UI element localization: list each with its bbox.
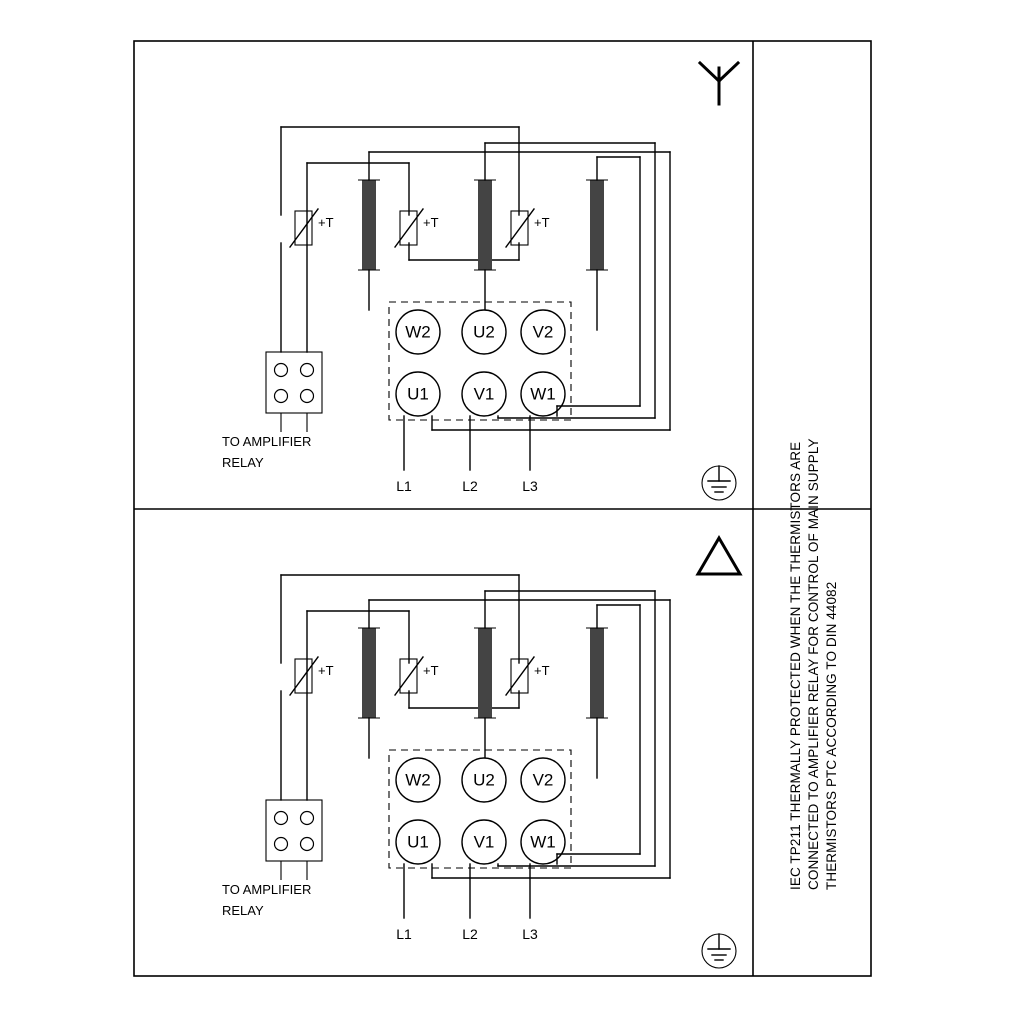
thermistor-1 xyxy=(290,209,318,247)
terminal-v1 xyxy=(462,820,506,864)
thermistor-1-label: +T xyxy=(318,215,334,230)
amplifier-terminal-block xyxy=(266,800,322,880)
terminal-v2-label: V2 xyxy=(532,322,554,342)
star-connection-symbol xyxy=(700,63,738,104)
terminal-w1-label: W1 xyxy=(530,832,556,852)
terminal-u1-label: U1 xyxy=(407,384,429,404)
side-note-line-2: CONNECTED TO AMPLIFIER RELAY FOR CONTROL OF MAIN SUPPLY xyxy=(806,438,821,890)
thermistor-2-label: +T xyxy=(423,663,439,678)
amplifier-label-line1: TO AMPLIFIER xyxy=(222,434,312,449)
terminal-u2-label: U2 xyxy=(473,770,495,790)
side-note-line-3: THERMISTORS PTC ACCORDING TO DIN 44082 xyxy=(824,581,839,890)
terminal-w2-label: W2 xyxy=(405,322,431,342)
winding-coil-a xyxy=(358,600,380,758)
thermistor-2-label: +T xyxy=(423,215,439,230)
panel-delta xyxy=(222,538,740,968)
supply-label-l2: L2 xyxy=(462,926,478,942)
amplifier-terminal-block xyxy=(266,352,322,432)
winding-coil-b xyxy=(474,143,496,310)
terminal-u1 xyxy=(396,372,440,416)
thermistor-3 xyxy=(506,657,534,695)
terminal-w2 xyxy=(396,758,440,802)
earth-symbol xyxy=(702,934,736,968)
terminal-u2-label: U2 xyxy=(473,322,495,342)
earth-symbol xyxy=(702,466,736,500)
terminal-u2 xyxy=(462,758,506,802)
terminal-w2 xyxy=(396,310,440,354)
terminal-v2 xyxy=(521,310,565,354)
amplifier-label-line1: TO AMPLIFIER xyxy=(222,882,312,897)
terminal-w1 xyxy=(521,820,565,864)
amplifier-label-line2: RELAY xyxy=(222,455,264,470)
terminal-v2 xyxy=(521,758,565,802)
terminal-w1-label: W1 xyxy=(530,384,556,404)
thermistor-1 xyxy=(290,657,318,695)
terminal-v1-label: V1 xyxy=(473,832,495,852)
winding-coil-b xyxy=(474,591,496,758)
supply-label-l1: L1 xyxy=(396,926,412,942)
terminal-u1 xyxy=(396,820,440,864)
amplifier-label-line2: RELAY xyxy=(222,903,264,918)
thermistor-1-label: +T xyxy=(318,663,334,678)
thermistor-3-label: +T xyxy=(534,663,550,678)
terminal-w1 xyxy=(521,372,565,416)
winding-coil-c xyxy=(586,157,608,330)
terminal-v1 xyxy=(462,372,506,416)
supply-label-l3: L3 xyxy=(522,478,538,494)
supply-label-l3: L3 xyxy=(522,926,538,942)
terminal-v2-label: V2 xyxy=(532,770,554,790)
thermistor-3 xyxy=(506,209,534,247)
terminal-u2 xyxy=(462,310,506,354)
side-note-line-1: IEC TP211 THERMALLY PROTECTED WHEN THE THERMISTORS ARE xyxy=(788,441,803,890)
supply-label-l1: L1 xyxy=(396,478,412,494)
winding-coil-c xyxy=(586,605,608,778)
thermistor-3-label: +T xyxy=(534,215,550,230)
terminal-u1-label: U1 xyxy=(407,832,429,852)
delta-connection-symbol xyxy=(698,538,740,574)
terminal-w2-label: W2 xyxy=(405,770,431,790)
panel-star xyxy=(222,63,738,500)
winding-coil-a xyxy=(358,152,380,310)
terminal-v1-label: V1 xyxy=(473,384,495,404)
supply-label-l2: L2 xyxy=(462,478,478,494)
